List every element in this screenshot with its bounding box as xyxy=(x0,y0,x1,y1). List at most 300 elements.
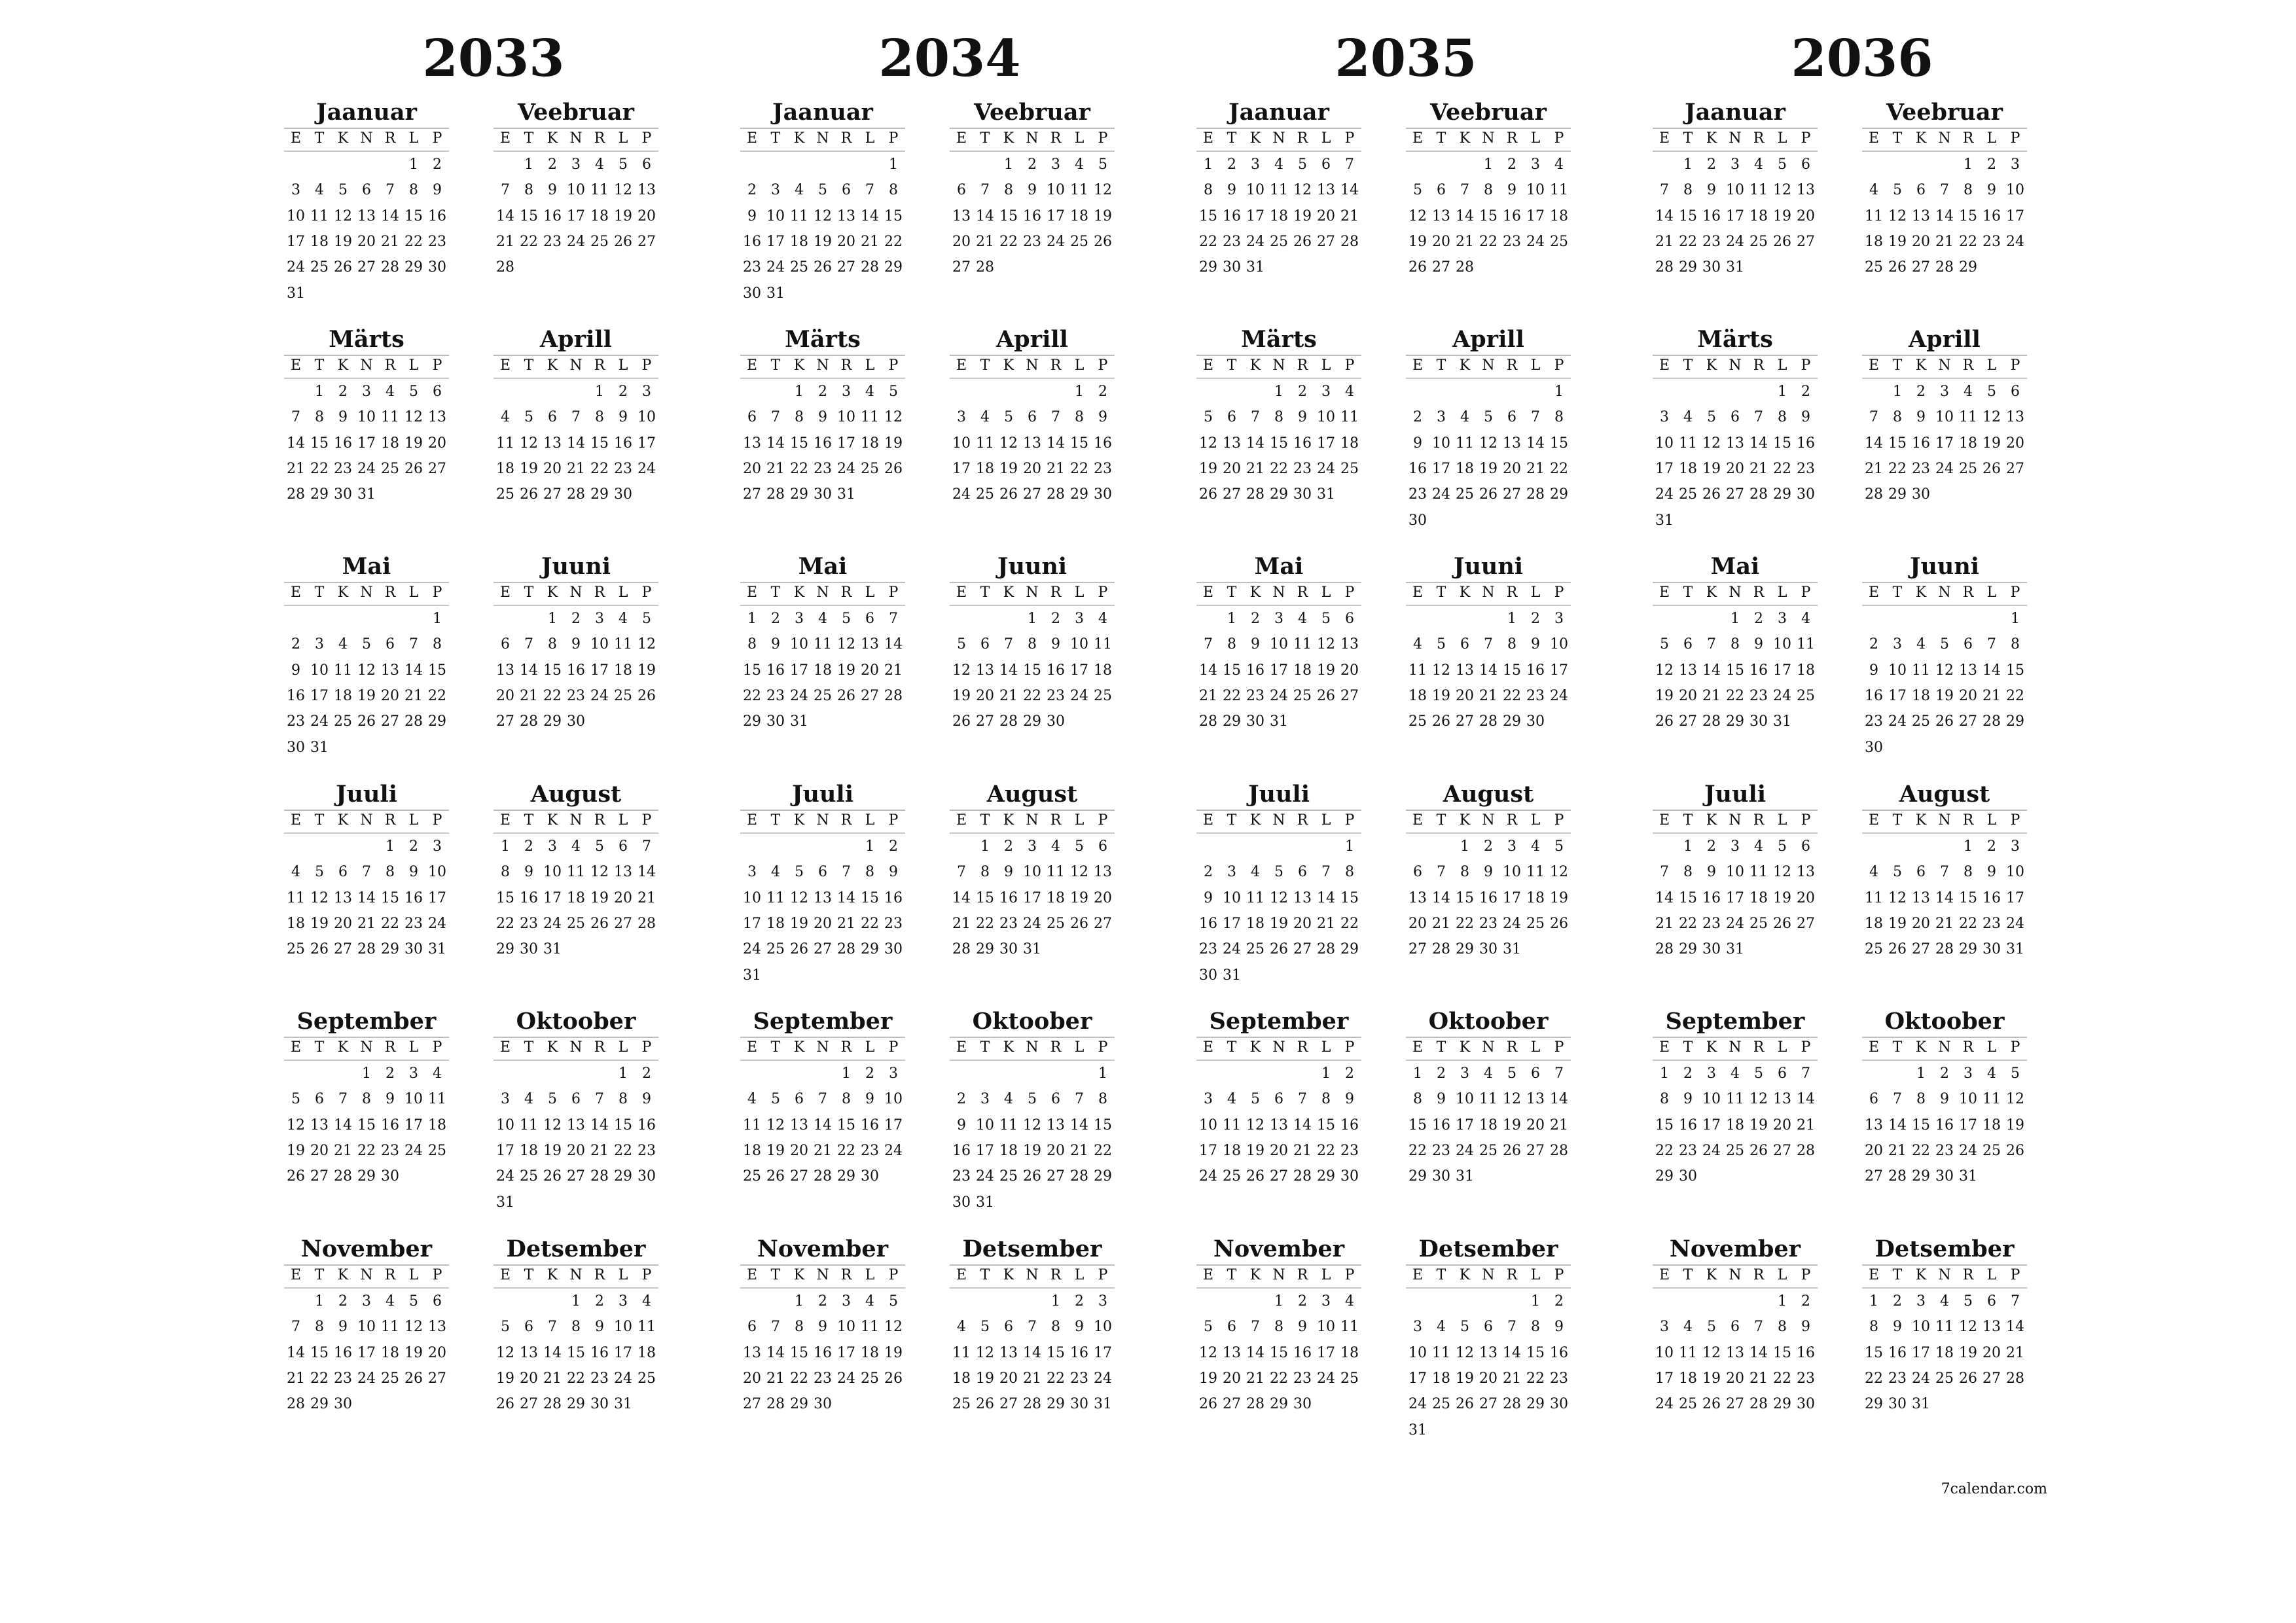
day-cell: 22 xyxy=(976,915,994,932)
day-cell: 10 xyxy=(2006,864,2024,881)
day-cell: 14 xyxy=(1749,435,1768,452)
day-cell: 26 xyxy=(1655,713,1674,730)
weekday-label: L xyxy=(1777,584,1787,601)
day-cell: 25 xyxy=(1935,1370,1954,1387)
day-cell: 6 xyxy=(1227,1319,1236,1336)
month-name: August xyxy=(530,781,622,808)
weekday-label: E xyxy=(1412,130,1424,147)
day-cell: 31 xyxy=(1223,967,1241,984)
day-cell: 18 xyxy=(952,1370,971,1387)
weekday-label: L xyxy=(865,584,875,601)
day-cell: 27 xyxy=(614,915,632,932)
day-cell: 6 xyxy=(433,1293,442,1310)
day-cell: 4 xyxy=(1754,156,1763,173)
weekday-label: T xyxy=(770,584,781,601)
weekday-label: T xyxy=(770,1267,781,1283)
day-cell: 15 xyxy=(861,889,879,906)
month-divider xyxy=(740,355,905,356)
day-cell: 23 xyxy=(428,233,446,250)
day-cell: 13 xyxy=(790,1116,808,1133)
day-cell: 8 xyxy=(315,1319,324,1336)
day-cell: 25 xyxy=(1982,1142,2001,1159)
weekday-label: E xyxy=(1868,1267,1880,1283)
day-cell: 21 xyxy=(520,687,538,704)
day-cell: 28 xyxy=(861,259,879,276)
day-cell: 10 xyxy=(2006,182,2024,199)
day-cell: 2 xyxy=(1204,864,1213,881)
day-cell: 2 xyxy=(957,1091,966,1108)
day-cell: 6 xyxy=(1916,864,1926,881)
weekday-label: R xyxy=(594,357,605,374)
day-cell: 16 xyxy=(1749,662,1768,679)
day-cell: 29 xyxy=(1912,1168,1930,1185)
day-cell: 29 xyxy=(1270,1396,1288,1413)
day-cell: 11 xyxy=(1749,864,1768,881)
weekday-label: L xyxy=(1777,1267,1787,1283)
day-cell: 19 xyxy=(1070,889,1088,906)
day-cell: 26 xyxy=(404,460,423,477)
day-cell: 23 xyxy=(1503,233,1521,250)
day-cell: 26 xyxy=(1408,259,1427,276)
day-cell: 20 xyxy=(1982,1344,2001,1361)
day-cell: 23 xyxy=(1702,233,1721,250)
day-cell: 8 xyxy=(1004,182,1013,199)
weekday-divider xyxy=(740,605,905,606)
day-cell: 16 xyxy=(1070,1344,1088,1361)
day-cell: 5 xyxy=(1004,409,1013,426)
day-cell: 31 xyxy=(766,285,785,302)
day-cell: 25 xyxy=(1912,713,1930,730)
weekday-label: K xyxy=(1706,1039,1717,1056)
weekday-label: P xyxy=(1098,584,1108,601)
day-cell: 13 xyxy=(814,889,832,906)
weekday-label: P xyxy=(1098,130,1108,147)
day-cell: 21 xyxy=(1432,915,1450,932)
weekday-label: N xyxy=(1026,1267,1039,1283)
weekday-label: L xyxy=(1074,584,1085,601)
day-cell: 19 xyxy=(952,687,971,704)
day-cell: 26 xyxy=(287,1168,305,1185)
day-cell: 3 xyxy=(1028,838,1037,855)
weekday-label: E xyxy=(956,1267,967,1283)
day-cell: 9 xyxy=(524,864,533,881)
day-cell: 7 xyxy=(1893,1091,1902,1108)
day-cell: 5 xyxy=(315,864,324,881)
day-cell: 6 xyxy=(338,864,348,881)
weekday-label: T xyxy=(314,130,325,147)
weekday-label: L xyxy=(618,812,628,829)
weekday-label: K xyxy=(1706,357,1717,374)
weekday-label: E xyxy=(290,812,302,829)
weekday-label: N xyxy=(360,812,373,829)
weekday-label: L xyxy=(1074,1267,1085,1283)
day-cell: 1 xyxy=(362,1065,371,1082)
day-cell: 21 xyxy=(1340,207,1359,224)
day-cell: 5 xyxy=(1554,838,1564,855)
day-cell: 29 xyxy=(1317,1168,1335,1185)
day-cell: 9 xyxy=(1413,435,1422,452)
weekday-label: N xyxy=(569,1039,583,1056)
weekday-label: T xyxy=(314,1267,325,1283)
weekday-divider xyxy=(493,832,658,834)
day-cell: 6 xyxy=(1345,611,1354,627)
day-cell: 30 xyxy=(287,739,305,756)
day-cell: 23 xyxy=(1982,233,2001,250)
day-cell: 13 xyxy=(1223,1344,1241,1361)
day-cell: 10 xyxy=(976,1116,994,1133)
weekday-label: P xyxy=(1344,357,1355,374)
weekday-label: K xyxy=(1249,357,1261,374)
weekday-label: K xyxy=(1915,1267,1927,1283)
day-cell: 9 xyxy=(595,1319,604,1336)
day-cell: 4 xyxy=(818,611,827,627)
day-cell: 29 xyxy=(1023,713,1041,730)
day-cell: 30 xyxy=(614,486,632,503)
day-cell: 30 xyxy=(334,486,352,503)
day-cell: 28 xyxy=(1047,486,1065,503)
weekday-label: L xyxy=(618,1267,628,1283)
day-cell: 9 xyxy=(1869,662,1878,679)
day-cell: 16 xyxy=(1912,435,1930,452)
weekday-divider xyxy=(1653,151,1818,152)
day-cell: 2 xyxy=(889,838,898,855)
weekday-label: P xyxy=(641,1039,652,1056)
month-name: Detsember xyxy=(1418,1236,1558,1262)
day-cell: 11 xyxy=(976,435,994,452)
day-cell: 18 xyxy=(1047,889,1065,906)
day-cell: 21 xyxy=(766,460,785,477)
day-cell: 26 xyxy=(1456,1396,1474,1413)
day-cell: 24 xyxy=(1047,233,1065,250)
day-cell: 7 xyxy=(1707,636,1716,653)
day-cell: 7 xyxy=(771,409,780,426)
day-cell: 20 xyxy=(814,915,832,932)
weekday-label: P xyxy=(888,812,899,829)
day-cell: 31 xyxy=(1270,713,1288,730)
month-name: Aprill xyxy=(540,326,612,353)
day-cell: 21 xyxy=(1797,1116,1815,1133)
day-cell: 2 xyxy=(338,383,348,400)
day-cell: 8 xyxy=(889,182,898,199)
day-cell: 26 xyxy=(1023,1168,1041,1185)
day-cell: 31 xyxy=(1655,512,1674,529)
day-cell: 3 xyxy=(1274,611,1283,627)
day-cell: 12 xyxy=(520,435,538,452)
day-cell: 18 xyxy=(1456,460,1474,477)
day-cell: 14 xyxy=(1317,889,1335,906)
day-cell: 23 xyxy=(1935,1142,1954,1159)
day-cell: 16 xyxy=(1432,1116,1450,1133)
weekday-label: P xyxy=(1344,1039,1355,1056)
day-cell: 13 xyxy=(1340,636,1359,653)
weekday-label: R xyxy=(1297,1039,1308,1056)
month-name: Aprill xyxy=(1452,326,1524,353)
day-cell: 19 xyxy=(1773,207,1791,224)
day-cell: 26 xyxy=(2006,1142,2024,1159)
day-cell: 29 xyxy=(1270,486,1288,503)
month-name: Juuni xyxy=(1909,553,1980,580)
weekday-label: P xyxy=(641,357,652,374)
weekday-label: R xyxy=(594,130,605,147)
day-cell: 5 xyxy=(1204,1319,1213,1336)
weekday-label: K xyxy=(1459,130,1471,147)
month-divider xyxy=(1406,128,1571,129)
month-name: Aprill xyxy=(1909,326,1981,353)
weekday-label: K xyxy=(793,1267,805,1283)
day-cell: 5 xyxy=(842,611,851,627)
day-cell: 25 xyxy=(1679,1396,1697,1413)
day-cell: 2 xyxy=(1754,611,1763,627)
day-cell: 25 xyxy=(520,1168,538,1185)
day-cell: 27 xyxy=(1912,259,1930,276)
day-cell: 24 xyxy=(837,460,855,477)
day-cell: 29 xyxy=(1526,1396,1545,1413)
day-cell: 19 xyxy=(1432,687,1450,704)
day-cell: 7 xyxy=(2011,1293,2020,1310)
day-cell: 12 xyxy=(1456,1344,1474,1361)
weekday-label: L xyxy=(618,357,628,374)
day-cell: 30 xyxy=(1550,1396,1568,1413)
day-cell: 26 xyxy=(884,1370,903,1387)
month-name: Veebruar xyxy=(1886,99,2003,126)
day-cell: 23 xyxy=(1797,460,1815,477)
day-cell: 31 xyxy=(287,285,305,302)
day-cell: 10 xyxy=(952,435,971,452)
day-cell: 15 xyxy=(1679,207,1697,224)
weekday-label: L xyxy=(1777,130,1787,147)
day-cell: 3 xyxy=(1321,383,1331,400)
weekday-label: L xyxy=(1321,812,1331,829)
day-cell: 28 xyxy=(496,259,514,276)
day-cell: 11 xyxy=(999,1116,1018,1133)
day-cell: 10 xyxy=(766,207,785,224)
month-divider xyxy=(284,1264,449,1266)
day-cell: 21 xyxy=(1655,915,1674,932)
weekday-label: T xyxy=(980,584,990,601)
day-cell: 26 xyxy=(310,941,329,958)
day-cell: 19 xyxy=(1293,207,1312,224)
weekday-divider xyxy=(1862,151,2027,152)
month-divider xyxy=(740,810,905,811)
day-cell: 1 xyxy=(1321,1065,1331,1082)
day-cell: 15 xyxy=(1199,207,1217,224)
weekday-label: R xyxy=(384,357,396,374)
weekday-label: L xyxy=(408,1267,419,1283)
day-cell: 29 xyxy=(1655,1168,1674,1185)
day-cell: 3 xyxy=(362,383,371,400)
day-cell: 26 xyxy=(404,1370,423,1387)
day-cell: 21 xyxy=(1935,233,1954,250)
day-cell: 30 xyxy=(1408,512,1427,529)
day-cell: 18 xyxy=(1408,687,1427,704)
day-cell: 13 xyxy=(1293,889,1312,906)
day-cell: 1 xyxy=(1660,1065,1669,1082)
weekday-label: L xyxy=(865,1039,875,1056)
day-cell: 25 xyxy=(1797,687,1815,704)
weekday-label: L xyxy=(1321,357,1331,374)
day-cell: 6 xyxy=(1004,1319,1013,1336)
day-cell: 19 xyxy=(1094,207,1112,224)
day-cell: 14 xyxy=(1982,662,2001,679)
day-cell: 18 xyxy=(1797,662,1815,679)
day-cell: 5 xyxy=(980,1319,990,1336)
day-cell: 21 xyxy=(287,1370,305,1387)
weekday-label: E xyxy=(290,584,302,601)
day-cell: 21 xyxy=(1456,233,1474,250)
day-cell: 15 xyxy=(884,207,903,224)
day-cell: 1 xyxy=(747,611,757,627)
day-cell: 20 xyxy=(1959,687,1977,704)
day-cell: 8 xyxy=(1274,1319,1283,1336)
day-cell: 18 xyxy=(790,233,808,250)
day-cell: 26 xyxy=(837,687,855,704)
day-cell: 5 xyxy=(548,1091,557,1108)
day-cell: 9 xyxy=(291,662,300,679)
day-cell: 11 xyxy=(287,889,305,906)
month-divider xyxy=(284,582,449,583)
day-cell: 26 xyxy=(1246,1168,1265,1185)
weekday-label: R xyxy=(1297,1267,1308,1283)
weekday-label: N xyxy=(1482,1267,1495,1283)
day-cell: 25 xyxy=(952,1396,971,1413)
weekday-label: N xyxy=(360,130,373,147)
day-cell: 19 xyxy=(1888,233,1907,250)
day-cell: 27 xyxy=(1408,941,1427,958)
day-cell: 17 xyxy=(1503,889,1521,906)
day-cell: 12 xyxy=(1773,864,1791,881)
day-cell: 6 xyxy=(747,1319,757,1336)
day-cell: 16 xyxy=(884,889,903,906)
day-cell: 21 xyxy=(637,889,656,906)
day-cell: 3 xyxy=(889,1065,898,1082)
month-divider xyxy=(740,128,905,129)
day-cell: 7 xyxy=(1204,636,1213,653)
day-cell: 5 xyxy=(1274,864,1283,881)
day-cell: 17 xyxy=(428,889,446,906)
day-cell: 25 xyxy=(1246,941,1265,958)
day-cell: 28 xyxy=(1526,486,1545,503)
day-cell: 7 xyxy=(595,1091,604,1108)
weekday-label: T xyxy=(1436,584,1446,601)
day-cell: 1 xyxy=(980,838,990,855)
month-divider xyxy=(1406,355,1571,356)
day-cell: 5 xyxy=(1507,1065,1516,1082)
day-cell: 1 xyxy=(1460,838,1469,855)
day-cell: 23 xyxy=(334,1370,352,1387)
weekday-label: K xyxy=(1706,1267,1717,1283)
day-cell: 11 xyxy=(1432,1344,1450,1361)
day-cell: 7 xyxy=(1940,864,1949,881)
day-cell: 12 xyxy=(1246,1116,1265,1133)
day-cell: 11 xyxy=(428,1091,446,1108)
weekday-label: E xyxy=(499,1039,511,1056)
day-cell: 11 xyxy=(1223,1116,1241,1133)
day-cell: 1 xyxy=(1413,1065,1422,1082)
weekday-label: K xyxy=(1706,130,1717,147)
weekday-divider xyxy=(1406,605,1571,606)
day-cell: 24 xyxy=(1432,486,1450,503)
day-cell: 25 xyxy=(1679,486,1697,503)
day-cell: 28 xyxy=(1199,713,1217,730)
day-cell: 4 xyxy=(1554,156,1564,173)
day-cell: 25 xyxy=(1293,687,1312,704)
day-cell: 11 xyxy=(1246,889,1265,906)
month-name: Mai xyxy=(342,553,391,580)
day-cell: 31 xyxy=(428,941,446,958)
weekday-label: K xyxy=(547,584,558,601)
day-cell: 3 xyxy=(409,1065,418,1082)
day-cell: 11 xyxy=(520,1116,538,1133)
day-cell: 20 xyxy=(567,1142,585,1159)
weekday-label: N xyxy=(1938,812,1951,829)
weekday-label: N xyxy=(1938,357,1951,374)
day-cell: 2 xyxy=(1507,156,1516,173)
weekday-label: P xyxy=(1801,1039,1811,1056)
day-cell: 14 xyxy=(1070,1116,1088,1133)
day-cell: 15 xyxy=(614,1116,632,1133)
weekday-label: R xyxy=(1753,812,1765,829)
day-cell: 16 xyxy=(1246,662,1265,679)
weekday-label: E xyxy=(1412,584,1424,601)
day-cell: 22 xyxy=(1865,1370,1883,1387)
day-cell: 24 xyxy=(404,1142,423,1159)
day-cell: 9 xyxy=(571,636,581,653)
day-cell: 12 xyxy=(1550,864,1568,881)
day-cell: 4 xyxy=(1916,636,1926,653)
weekday-label: T xyxy=(1227,812,1237,829)
day-cell: 26 xyxy=(1773,233,1791,250)
day-cell: 13 xyxy=(1432,207,1450,224)
day-cell: 16 xyxy=(1797,435,1815,452)
day-cell: 21 xyxy=(1047,460,1065,477)
day-cell: 9 xyxy=(1484,864,1493,881)
day-cell: 13 xyxy=(310,1116,329,1133)
day-cell: 30 xyxy=(1223,259,1241,276)
day-cell: 24 xyxy=(1317,460,1335,477)
day-cell: 16 xyxy=(1702,207,1721,224)
day-cell: 27 xyxy=(428,460,446,477)
day-cell: 21 xyxy=(287,460,305,477)
day-cell: 20 xyxy=(1293,915,1312,932)
day-cell: 7 xyxy=(1345,156,1354,173)
day-cell: 16 xyxy=(1023,207,1041,224)
day-cell: 2 xyxy=(1251,611,1260,627)
day-cell: 26 xyxy=(1773,915,1791,932)
day-cell: 15 xyxy=(567,1344,585,1361)
weekday-label: K xyxy=(1915,357,1927,374)
weekday-label: P xyxy=(888,584,899,601)
weekday-label: L xyxy=(618,130,628,147)
day-cell: 16 xyxy=(1340,1116,1359,1133)
day-cell: 12 xyxy=(496,1344,514,1361)
day-cell: 20 xyxy=(381,687,399,704)
day-cell: 24 xyxy=(2006,233,2024,250)
day-cell: 11 xyxy=(1959,409,1977,426)
day-cell: 13 xyxy=(496,662,514,679)
day-cell: 3 xyxy=(1507,838,1516,855)
day-cell: 26 xyxy=(1199,486,1217,503)
weekday-label: R xyxy=(594,1267,605,1283)
day-cell: 18 xyxy=(496,460,514,477)
day-cell: 6 xyxy=(1964,636,1973,653)
day-cell: 19 xyxy=(1408,233,1427,250)
day-cell: 19 xyxy=(287,1142,305,1159)
weekday-label: L xyxy=(618,1039,628,1056)
day-cell: 4 xyxy=(1869,182,1878,199)
day-cell: 10 xyxy=(1432,435,1450,452)
weekday-divider xyxy=(493,151,658,152)
weekday-label: R xyxy=(1962,584,1974,601)
